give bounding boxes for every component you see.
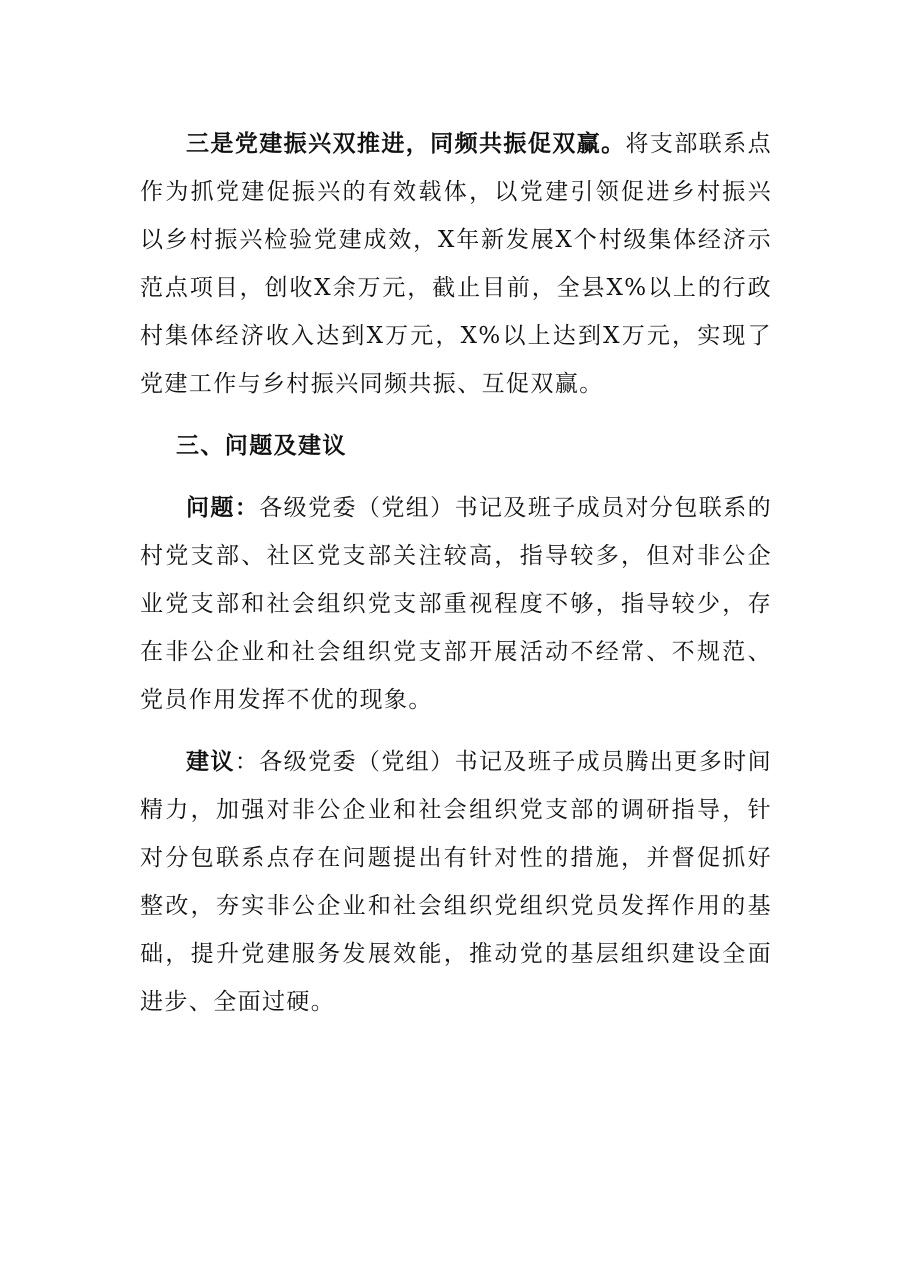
suggestion-text: ：各级党委（党组）书记及班子成员腾出更多时间精力，加强对非公企业和社会组织党支部的调研指导，针对分包联系点存在问题提出有针对性的措施，并督促抓好整改，夯实非公企业和社会组织党组织党员发挥作用的基础，提升党建服务发展效能，推动党的基层组织建设全面进步、全面过硬。 [140, 749, 772, 1015]
document-body [140, 120, 772, 1026]
paragraph-text: 将支部联系点作为抓党建促振兴的有效载体，以党建引领促进乡村振兴以乡村振兴检验党建成效，X年新发展X个村级集体经济示范点项目，创收X余万元，截止目前，全县X%以上的行政村集体经济收入达到X万元，X%以上达到X万元，实现了党建工作与乡村振兴同频共振、互促双赢。 [140, 131, 773, 397]
paragraph-party-building-revitalization [140, 120, 772, 408]
spacer [140, 408, 772, 422]
paragraph-suggestion [140, 738, 772, 1026]
suggestion-lead: 建议 [186, 748, 235, 775]
paragraph-lead: 三是党建振兴双推进，同频共振促双赢。 [186, 130, 626, 157]
spacer [140, 724, 772, 738]
problem-text: 各级党委（党组）书记及班子成员对分包联系的村党支部、社区党支部关注较高，指导较多，但对非公企业党支部和社会组织党支部重视程度不够，指导较少，存在非公企业和社会组织党支部开展活动不经常、不规范、党员作用发挥不优的现象。 [140, 495, 773, 713]
section-heading: 三、问题及建议 [176, 433, 347, 459]
paragraph-problem [140, 484, 772, 724]
problem-lead: 问题： [186, 494, 260, 521]
spacer [140, 470, 772, 484]
